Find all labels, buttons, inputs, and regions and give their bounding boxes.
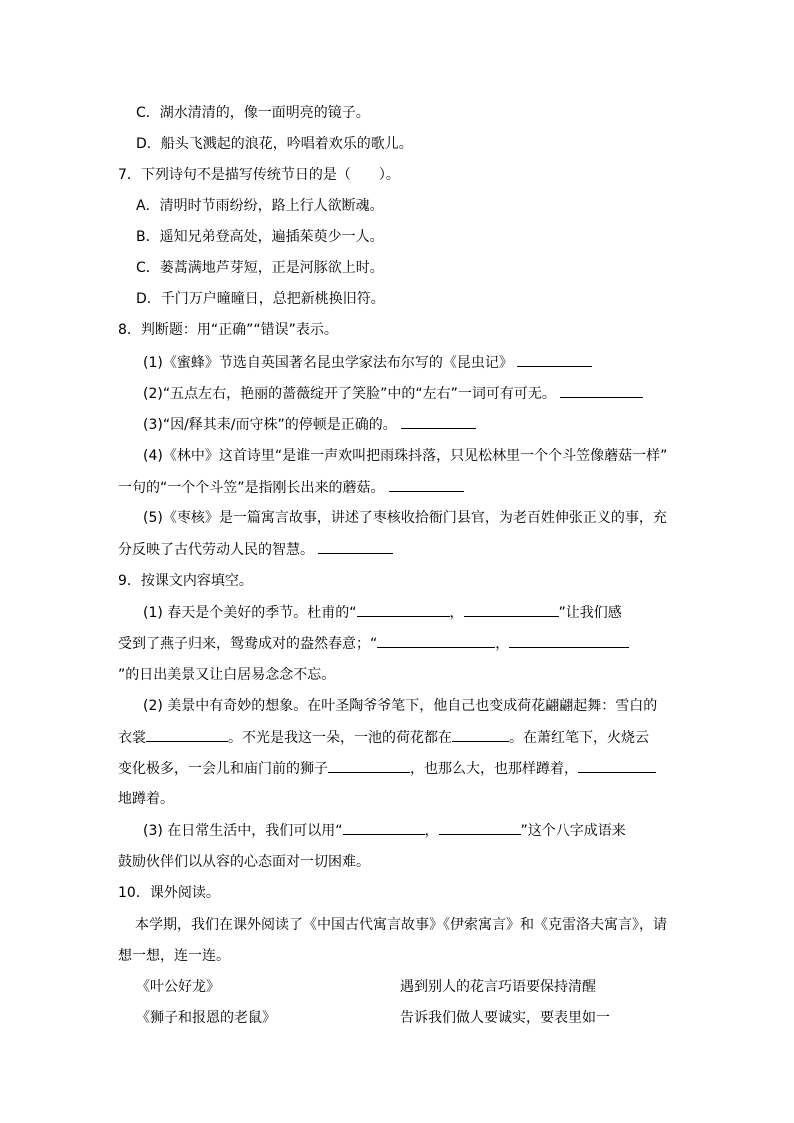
text: (3) 在日常生活中，我们可以用“ [143,823,343,839]
q10-intro-line2: 想一想，连一连。 [118,948,230,964]
q8-item-3-text: (3)“因/释其耒/而守株”的停顿是正确的。 [143,417,397,433]
text: 受到了燕子归来，鸳鸯成对的盎然春意；“ [118,636,378,652]
q8-stem: 8．判断题：用“正确”“错误”表示。 [118,322,338,338]
answer-blank[interactable] [452,727,509,742]
q9-stem: 9．按课文内容填空。 [118,573,253,589]
q8-item-5-line1: (5)《枣核》是一篇寓言故事，讲述了枣核收拾衙门县官，为老百姓伸张正义的事，充 [143,510,667,526]
answer-blank[interactable] [464,602,559,617]
q8-item-2 [143,383,643,403]
text: 。在萧红笔下，火烧云 [509,730,649,746]
q6-option-d: D．船头飞溅起的浪花，吟唱着欢乐的歌儿。 [136,136,413,152]
answer-blank[interactable] [343,820,425,835]
q8-item-5-line2 [118,539,393,559]
text: 衣裳 [118,730,146,746]
q8-item-1-text: (1)《蜜蜂》节选自英国著名昆虫学家法布尔写的《昆虫记》 [143,355,513,371]
q8-item-4-text: 一句的“一个个斗笠”是指刚长出来的蘑菇。 [118,480,385,496]
q9-part1-line3: ”的日出美景又让白居易念念不忘。 [118,667,336,683]
answer-blank[interactable] [146,727,228,742]
text: ”这个八字成语来 [520,823,626,839]
match-left-1[interactable]: 《叶公好龙》 [136,979,220,995]
answer-blank[interactable] [439,820,521,835]
q8-item-1 [143,352,592,372]
q9-part2-line4: 地蹲着。 [118,791,174,807]
q8-item-4-line2 [118,477,464,497]
answer-blank[interactable] [377,633,495,648]
q8-item-4-line1: (4)《林中》这首诗里“是谁一声欢叫把雨珠抖落，只见松林里一个个斗笠像蘑菇一样” [143,448,668,464]
q7-option-d: D．千门万户曈曈日，总把新桃换旧符。 [136,291,385,307]
answer-blank[interactable] [509,633,629,648]
q9-part2-line3 [118,758,656,778]
q9-part3-line2: 鼓励伙伴们以从容的心态面对一切困难。 [118,854,370,870]
q8-item-2-text: (2)“五点左右，艳丽的蔷薇绽开了笑脸”中的“左右”一词可有可无。 [143,386,556,402]
q10-intro-line1: 本学期，我们在课外阅读了《中国古代寓言故事》《伊索寓言》和《克雷洛夫寓言》，请 [135,917,667,933]
answer-blank[interactable] [401,414,476,429]
answer-blank[interactable] [328,758,410,773]
text: ， [449,605,464,621]
q8-item-5-text: 分反映了古代劳动人民的智慧。 [118,542,314,558]
text: (1) 春天是个美好的季节。杜甫的“ [143,605,357,621]
q9-part3-line1 [143,820,626,840]
text: 变化极多，一会儿和庙门前的狮子 [118,761,328,777]
answer-blank[interactable] [517,352,592,367]
q9-part1-line2 [118,633,629,653]
answer-blank[interactable] [578,758,656,773]
q9-part1-line1 [143,602,622,622]
text: ，也那么大，也那样蹲着， [410,761,578,777]
q10-stem: 10．课外阅读。 [118,885,220,901]
answer-blank[interactable] [389,477,464,492]
match-right-2[interactable]: 告诉我们做人要诚实，要表里如一 [400,1010,610,1026]
answer-blank[interactable] [357,602,450,617]
text: ， [424,823,439,839]
q7-option-b: B．遥知兄弟登高处，遍插茱萸少一人。 [136,229,384,245]
text: 。不光是我这一朵，一池的荷花都在 [228,730,452,746]
text: ， [495,636,510,652]
q7-option-a: A．清明时节雨纷纷，路上行人欲断魂。 [136,198,384,214]
q7-option-c: C．蒌蒿满地芦芽短，正是河豚欲上时。 [136,260,384,276]
q9-part2-line1: (2) 美景中有奇妙的想象。在叶圣陶爷爷笔下，他自己也变成荷花翩翩起舞：雪白的 [143,698,658,714]
q7-stem: 7．下列诗句不是描写传统节日的是（ ）。 [118,167,400,183]
q6-option-c: C．湖水清清的，像一面明亮的镜子。 [136,105,370,121]
answer-blank[interactable] [318,539,393,554]
q8-item-3 [143,414,476,434]
answer-blank[interactable] [560,383,643,398]
text: ”让我们感 [558,605,622,621]
q9-part2-line2 [118,727,649,747]
match-left-2[interactable]: 《狮子和报恩的老鼠》 [136,1010,276,1026]
match-right-1[interactable]: 遇到别人的花言巧语要保持清醒 [400,979,596,995]
